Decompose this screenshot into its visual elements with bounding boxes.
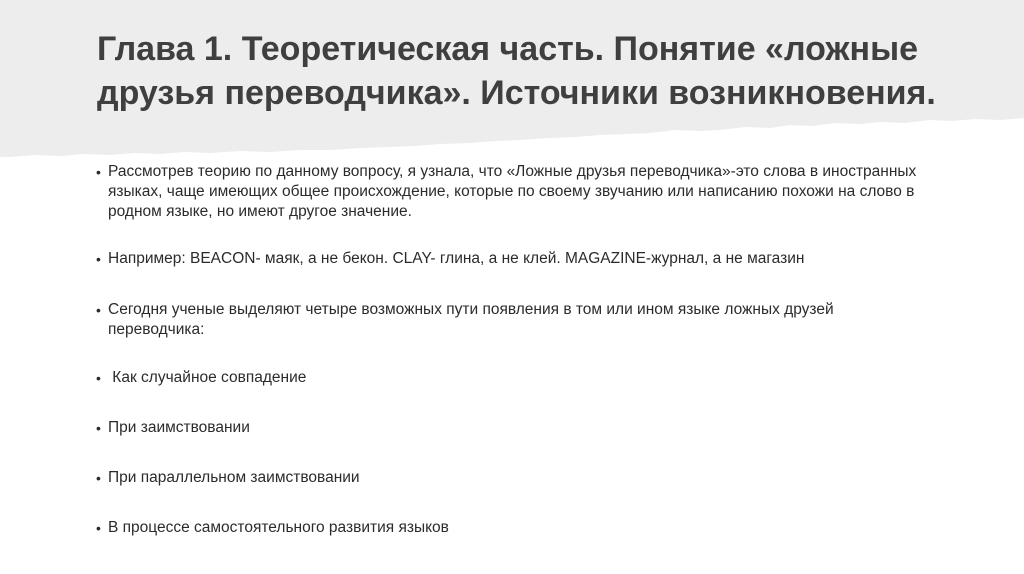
bullet-item [96,162,926,222]
bullet-text: Сегодня ученые выделяют четыре возможных пути появления в том или ином языке ложных друзей переводчика: [108,301,834,338]
bullet-dot: • [96,370,101,386]
bullet-item [96,418,926,438]
bullet-text: Как случайное совпадение [108,369,307,386]
bullet-text: В процессе самостоятельного развития языков [108,519,449,536]
bullet-dot: • [96,420,101,436]
bullet-dot: • [96,520,101,536]
bullet-text: Рассмотрев теорию по данному вопросу, я узнала, что «Ложные друзья переводчика»-это слова в иностранных языках, чаще имеющих общее происхождение, которые по своему звучанию или написанию похожи на слово в родном языке, но имеют другое значение. [108,163,917,220]
bullet-item [96,249,926,269]
bullet-text: Например: BEACON- маяк, а не бекон. CLAY- глина, а не клей. MAGAZINE-журнал, а не магазин [108,250,805,267]
bullet-text: При параллельном заимствовании [108,469,360,486]
slide-title: Глава 1. Теоретическая часть. Понятие «ложные друзья переводчика». Источники возникновения. [97,30,936,112]
bullet-dot: • [96,251,101,267]
bullet-item [96,518,926,538]
bullet-dot: • [96,302,101,318]
bullet-dot: • [96,470,101,486]
bullet-text: При заимствовании [108,419,250,436]
bullet-item [96,300,926,340]
bullet-item [96,468,926,488]
bullet-dot: • [96,164,101,180]
bullet-item [96,368,926,388]
